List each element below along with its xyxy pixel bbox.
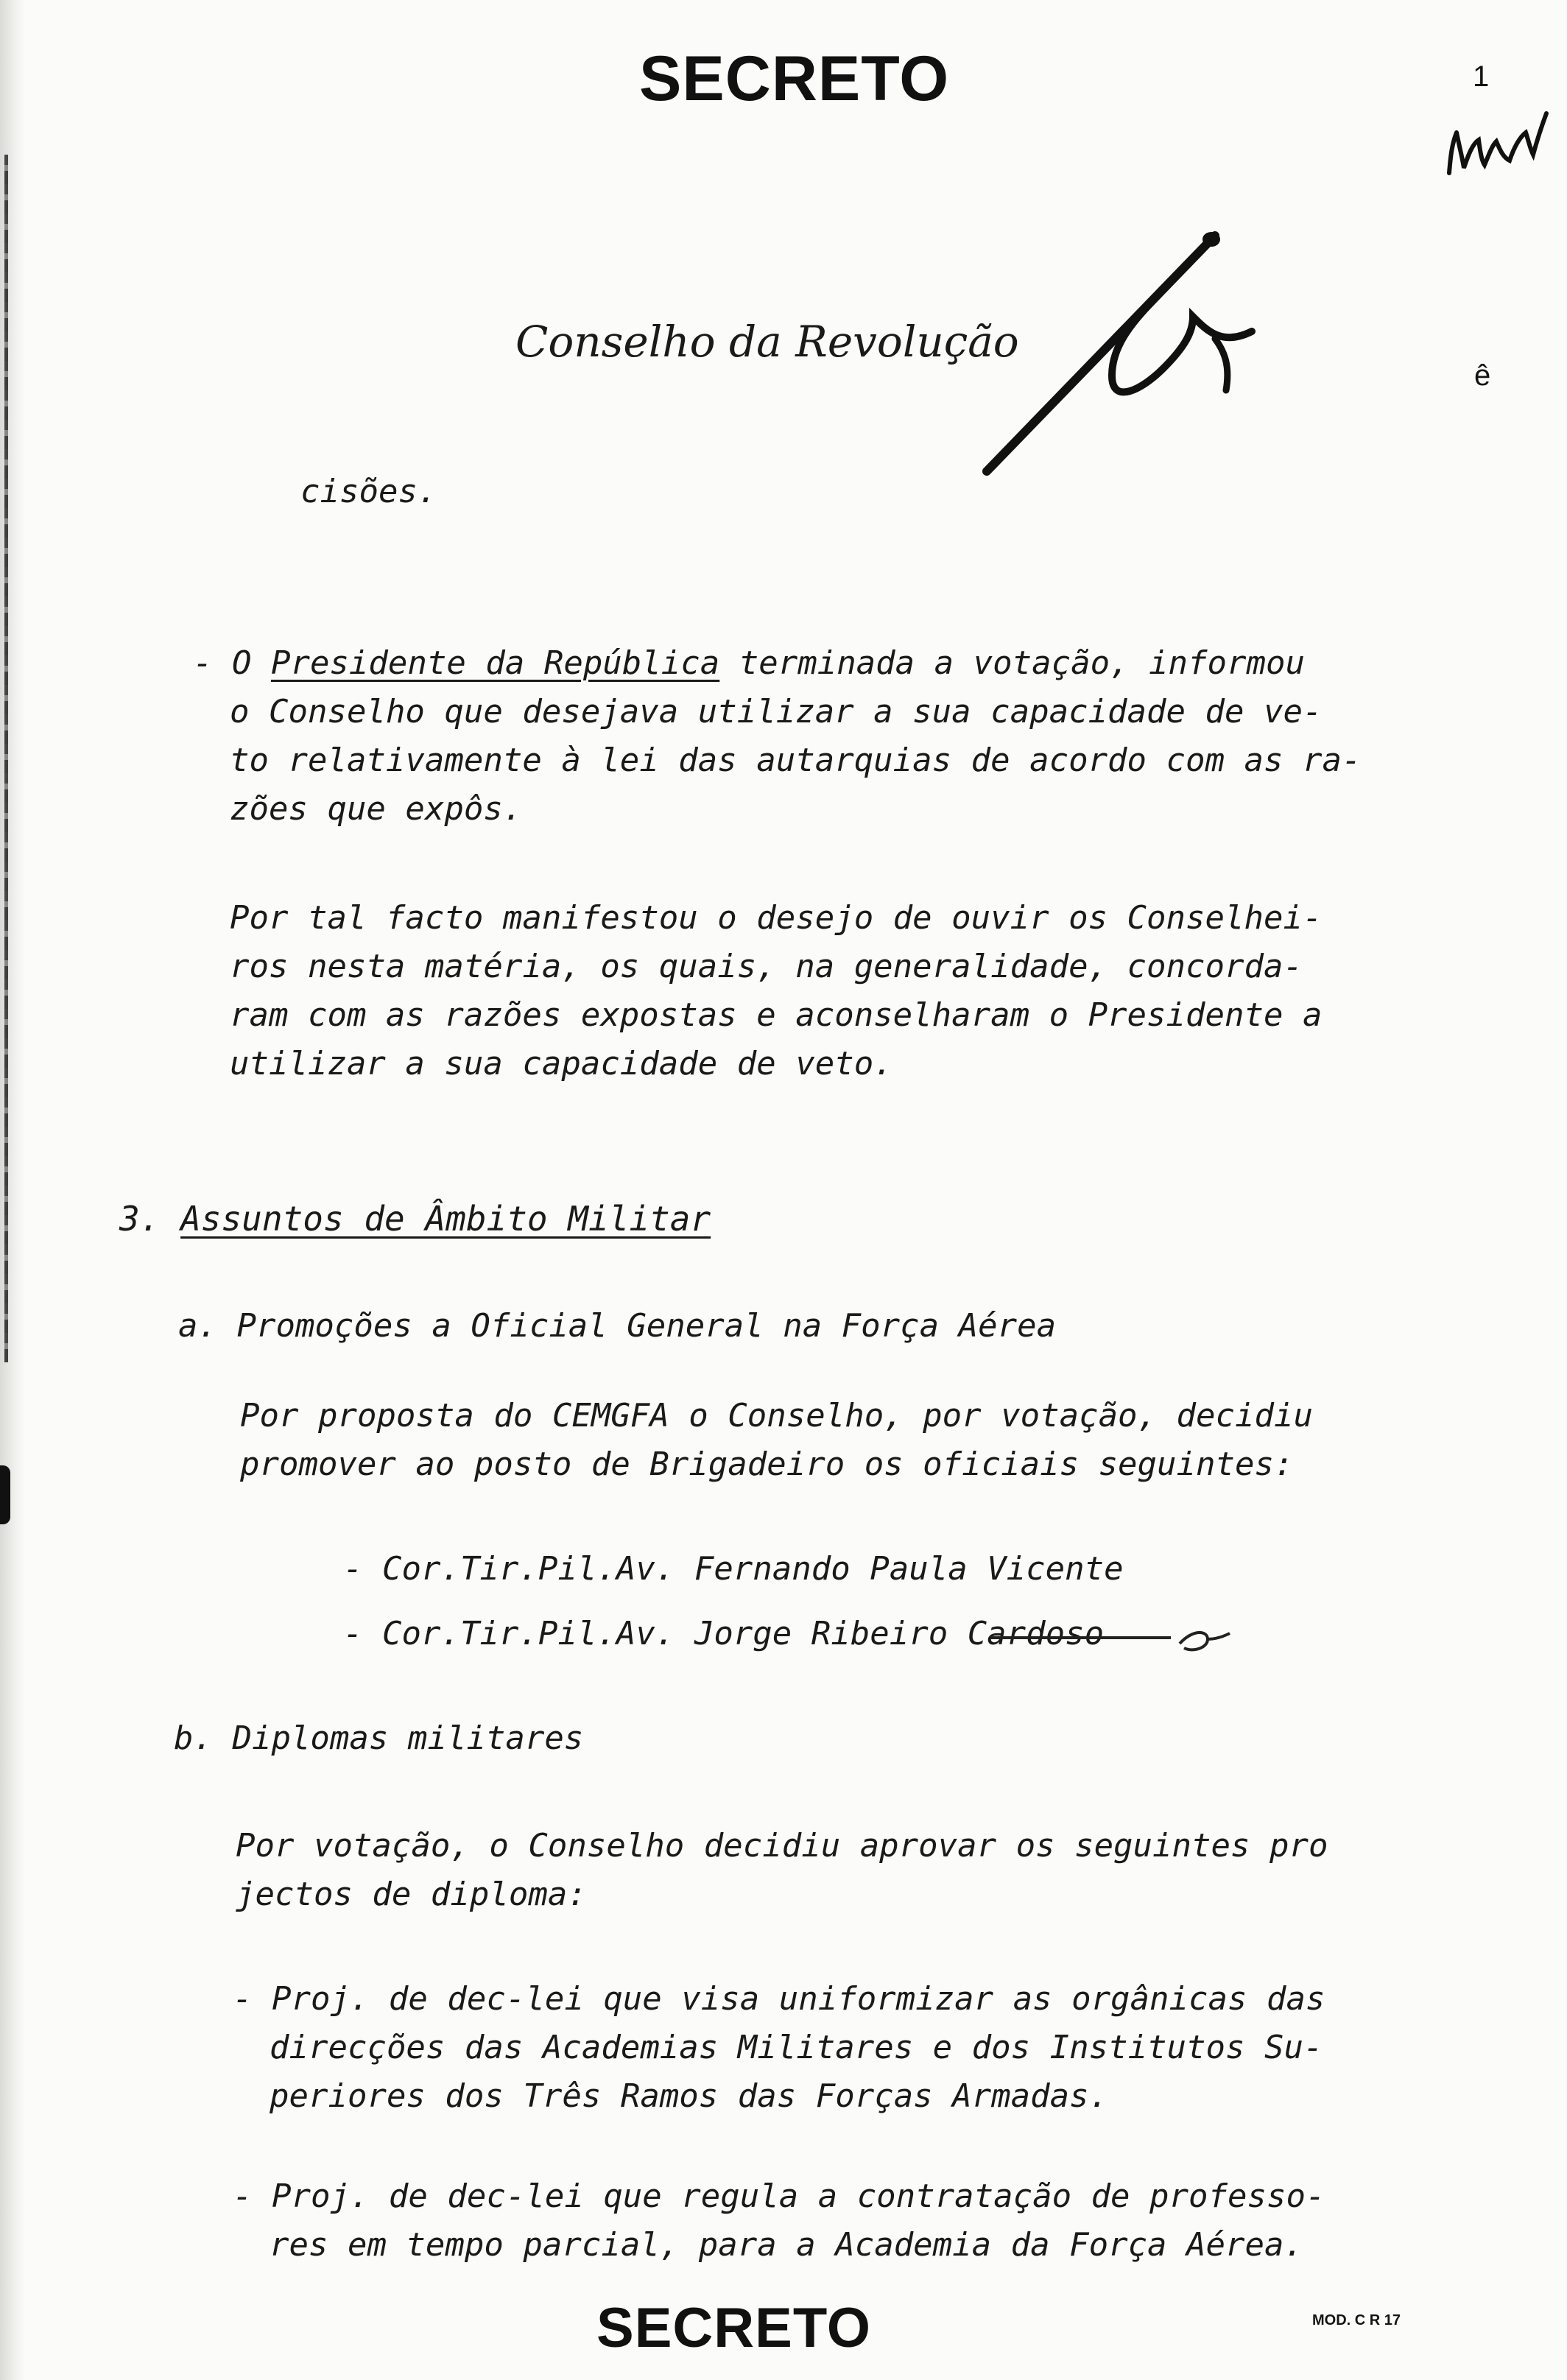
handwritten-strike	[987, 1614, 1237, 1666]
section-heading	[119, 1194, 711, 1243]
officer-item: - Cor.Tir.Pil.Av. Fernando Paula Vicente	[343, 1550, 1124, 1588]
president-line-2: o Conselho que desejava utilizar a sua capacidade de ve-	[230, 693, 1323, 730]
president-line-3: to relativamente à lei das autarquias de acordo com as ra-	[230, 742, 1362, 779]
handwritten-initials	[1443, 103, 1554, 184]
officer-item: - Cor.Tir.Pil.Av. Jorge Ribeiro Cardoso	[343, 1615, 1105, 1652]
item-a-text-line-1: Por proposta do CEMGFA o Conselho, por votação, decidiu	[240, 1397, 1313, 1434]
president-subject: Presidente da República	[270, 644, 720, 682]
item-b-label: b. Diplomas militares	[174, 1719, 584, 1757]
item-b-text-line-1: Por votação, o Conselho decidiu aprovar os seguintes pro	[236, 1827, 1328, 1865]
consult-line-1: Por tal facto manifestou o desejo de ouvir os Conselhei-	[230, 899, 1323, 937]
dash-marker: - O	[193, 644, 271, 682]
project-item-line: periores dos Três Ramos das Forças Armadas.	[270, 2077, 1109, 2115]
project-item-line: res em tempo parcial, para a Academia da Força Aérea.	[270, 2226, 1303, 2264]
item-b-text-line-2: jectos de diploma:	[236, 1876, 587, 1913]
continuation-text: cisões.	[300, 473, 437, 510]
form-code: MOD. C R 17	[1312, 2312, 1401, 2328]
project-item-line: - Proj. de dec-lei que regula a contratação de professo-	[233, 2177, 1325, 2215]
consult-line-3: ram com as razões expostas e aconselharam o Presidente a	[230, 996, 1323, 1034]
president-line-1	[193, 639, 1305, 688]
consult-line-4: utilizar a sua capacidade de veto.	[230, 1045, 893, 1082]
consult-line-2: ros nesta matéria, os quais, na generalidade, concorda-	[230, 948, 1303, 985]
item-a-text-line-2: promover ao posto de Brigadeiro os oficiais seguintes:	[240, 1446, 1294, 1483]
letterhead: Conselho da Revolução	[515, 317, 1019, 367]
section-number: 3.	[119, 1199, 161, 1239]
project-item-line: direcções das Academias Militares e dos Institutos Su-	[270, 2029, 1323, 2066]
scan-edge-noise	[4, 155, 8, 1362]
signature-rubric	[972, 221, 1267, 479]
classification-stamp-bottom: SECRETO	[596, 2297, 872, 2359]
margin-mark: ê	[1474, 359, 1491, 392]
classification-stamp-top: SECRETO	[639, 43, 950, 114]
president-line-1-rest: terminada a votação, informou	[719, 644, 1305, 682]
section-title: Assuntos de Âmbito Militar	[180, 1199, 711, 1239]
item-a-label: a. Promoções a Oficial General na Força Aérea	[178, 1307, 1057, 1345]
project-item-line: - Proj. de dec-lei que visa uniformizar as orgânicas das	[233, 1980, 1325, 2018]
president-line-4: zões que expôs.	[230, 790, 523, 828]
scan-edge-blot	[0, 1465, 10, 1524]
page-number: 1	[1473, 60, 1490, 93]
